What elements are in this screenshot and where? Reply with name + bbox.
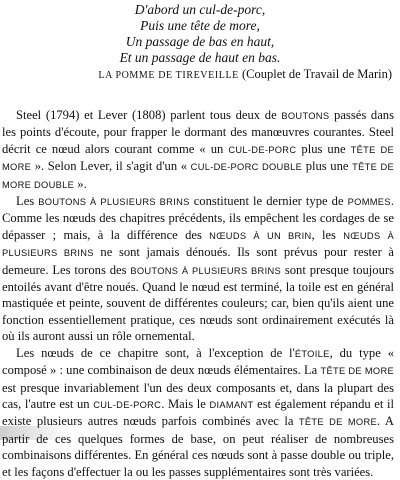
knot-term: TÊTE DE MORE [298, 417, 377, 428]
text-run: sont presque toujours entoilés avant d'être noués. Quand le nœud est terminé, la toile est en général mastiquée et peinte, souvent de différentes couleurs; car, bien qu'ils aient une fonction essentiellement pratique, ces nœuds sont ordinairement exécutés là où ils auront aussi un rôle ornemental. [2, 262, 394, 344]
knot-term: POMMES [347, 197, 391, 208]
knot-term: CUL-DE-PORC [93, 399, 162, 410]
text-run: Steel (1794) et Lever (1808) parlent tous deux de [16, 108, 282, 122]
knot-term: DIAMANT [209, 399, 254, 410]
epigraph-line: D'abord un cul-de-porc, [134, 2, 266, 17]
text-run: plus une [302, 159, 353, 174]
text-run: ne sont jamais dénoués. Ils sont prévus pour rester à demeure. Les torons des [2, 245, 394, 277]
body-text [2, 107, 394, 480]
knot-term: TÊTE DE MORE [2, 144, 394, 173]
text-run: Les [16, 194, 39, 209]
text-run: Les nœuds de ce chapitre sont, à l'exception de l' [16, 345, 295, 360]
text-run: . Mais le [161, 396, 210, 411]
knot-term: NŒUDS À PLUSIEURS BRINS [2, 230, 394, 259]
epigraph [0, 2, 400, 66]
scan-smudge [0, 426, 70, 440]
text-run: plus une [296, 141, 351, 156]
paragraph-2 [2, 193, 394, 345]
text-run: passés dans les points d'écoute, pour frapper le dormant des manœuvres courantes. Steel décrit ce nœud alors courant comme « un [2, 108, 394, 156]
text-run: . A partir de ces quelques formes de base, on peut réaliser de nombreuses combinaisons différentes. En général ces nœuds sont à passe double ou triple, et les façons d'effectuer la ou les passes supplémentaires sont très variées. [2, 414, 394, 479]
text-run: . Comme les nœuds des chapitres précédents, ils empêchent les cordages de se dépasser ; mais, à la différence des [2, 194, 394, 242]
knot-term: TÊTE DE MORE DOUBLE [2, 162, 394, 190]
knot-term: BOUTONS À PLUSIEURS BRINS [38, 197, 190, 208]
text-run: ». [74, 176, 87, 191]
knot-term: BOUTONS [281, 111, 330, 121]
text-run: est également répandu et il existe plusieurs autres nœuds parfois combinés avec la [2, 396, 394, 429]
attribution-title: LA POMME DE TIREVEILLE [98, 70, 239, 81]
epigraph-line: Et un passage de haut en bas. [119, 50, 281, 65]
knot-term: ÉTOILE [294, 348, 330, 359]
text-run: , du type « composé » : une combinaison de deux nœuds élémentaires. La [2, 345, 394, 378]
knot-term: CUL-DE-PORC DOUBLE [190, 162, 303, 173]
text-run: ». Selon Lever, il s'agit d'un « [31, 159, 191, 174]
paragraph-1 [2, 107, 394, 193]
text-run: , les [311, 227, 344, 242]
text-run: constituent le dernier type de [189, 194, 348, 209]
epigraph-attribution [0, 67, 392, 82]
knot-term: CUL-DE-PORC [228, 144, 297, 155]
knot-term: BOUTONS À PLUSIEURS BRINS [130, 265, 282, 276]
attribution-note: (Couplet de Travail de Marin) [242, 67, 392, 81]
paragraph-3 [2, 345, 394, 480]
epigraph-line: Un passage de bas en haut, [125, 34, 275, 49]
knot-term: NŒUDS À UN BRIN [209, 230, 312, 241]
text-run: est presque invariablement l'un des deux composants et, dans la plupart des cas, l'autre est un [2, 380, 394, 411]
knot-term: TÊTE DE MORE [320, 366, 395, 377]
epigraph-line: Puis une tête de more, [140, 18, 260, 33]
